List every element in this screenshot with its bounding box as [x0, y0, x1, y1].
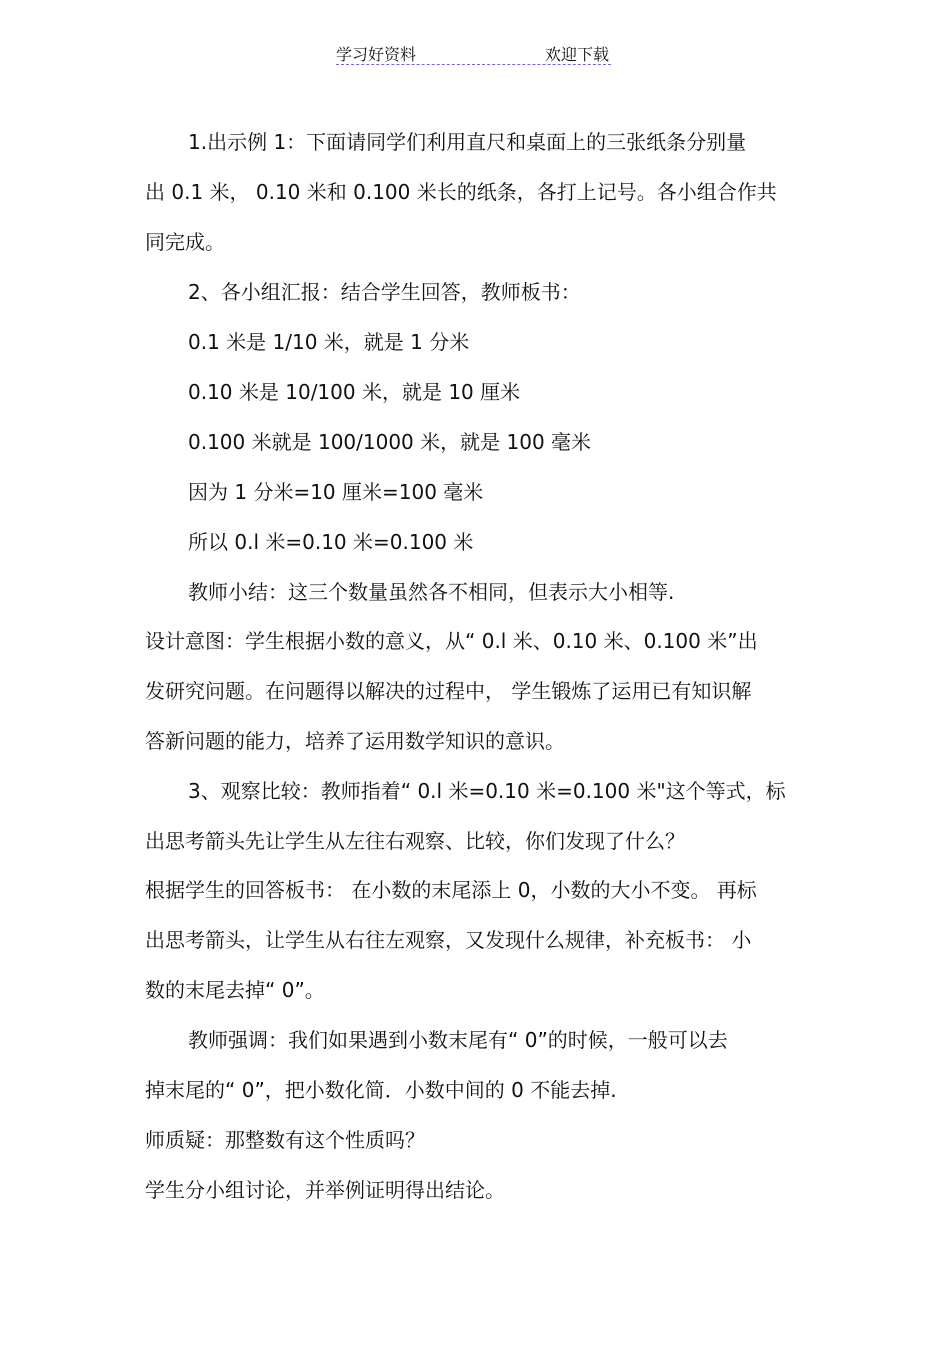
text-line: 3、观察比较：教师指着“ 0.l 米=0.10 米=0.100 米"这个等式，标 [188, 779, 786, 803]
text-line: 根据学生的回答板书： 在小数的末尾添上 0，小数的大小不变。 再标 [145, 878, 757, 902]
text-line: 因为 1 分米=10 厘米=100 毫米 [188, 480, 484, 504]
text-line: 掉末尾的“ 0”，把小数化简．小数中间的 0 不能去掉. [145, 1078, 617, 1102]
text-line: 0.10 米是 10/100 米，就是 10 厘米 [188, 380, 521, 404]
header-left-text: 学习好资料 [336, 45, 417, 64]
text-line: 师质疑：那整数有这个性质吗？ [145, 1128, 425, 1152]
text-line: 教师小结：这三个数量虽然各不相同，但表示大小相等. [188, 580, 675, 604]
text-line: 0.100 米就是 100/1000 米，就是 100 毫米 [188, 430, 592, 454]
text-line: 2、各小组汇报：结合学生回答，教师板书： [188, 280, 581, 304]
page-header [336, 40, 611, 65]
text-line: 发研究问题。在问题得以解决的过程中， 学生锻炼了运用已有知识解 [145, 679, 752, 703]
text-line: 数的末尾去掉“ 0”。 [145, 978, 325, 1002]
text-line: 0.1 米是 1/10 米，就是 1 分米 [188, 330, 470, 354]
text-line: 同完成。 [145, 230, 225, 254]
text-line: 教师强调：我们如果遇到小数末尾有“ 0”的时候，一般可以去 [188, 1028, 728, 1052]
text-line: 学生分小组讨论，并举例证明得出结论。 [145, 1178, 505, 1202]
text-line: 出思考箭头，让学生从右往左观察，又发现什么规律，补充板书： 小 [145, 928, 752, 952]
text-line: 设计意图：学生根据小数的意义，从“ 0.l 米、0.10 米、0.100 米”出 [145, 629, 758, 653]
text-line: 所以 0.l 米=0.10 米=0.100 米 [188, 530, 474, 554]
header-right-text: 欢迎下载 [544, 45, 609, 64]
text-line: 答新问题的能力，培养了运用数学知识的意识。 [145, 729, 565, 753]
text-line: 出思考箭头先让学生从左往右观察、比较，你们发现了什么？ [145, 829, 685, 853]
text-line: 出 0.1 米， 0.10 米和 0.100 米长的纸条，各打上记号。各小组合作共 [145, 180, 777, 204]
text-line: 1.出示例 1：下面请同学们利用直尺和桌面上的三张纸条分别量 [188, 130, 747, 154]
